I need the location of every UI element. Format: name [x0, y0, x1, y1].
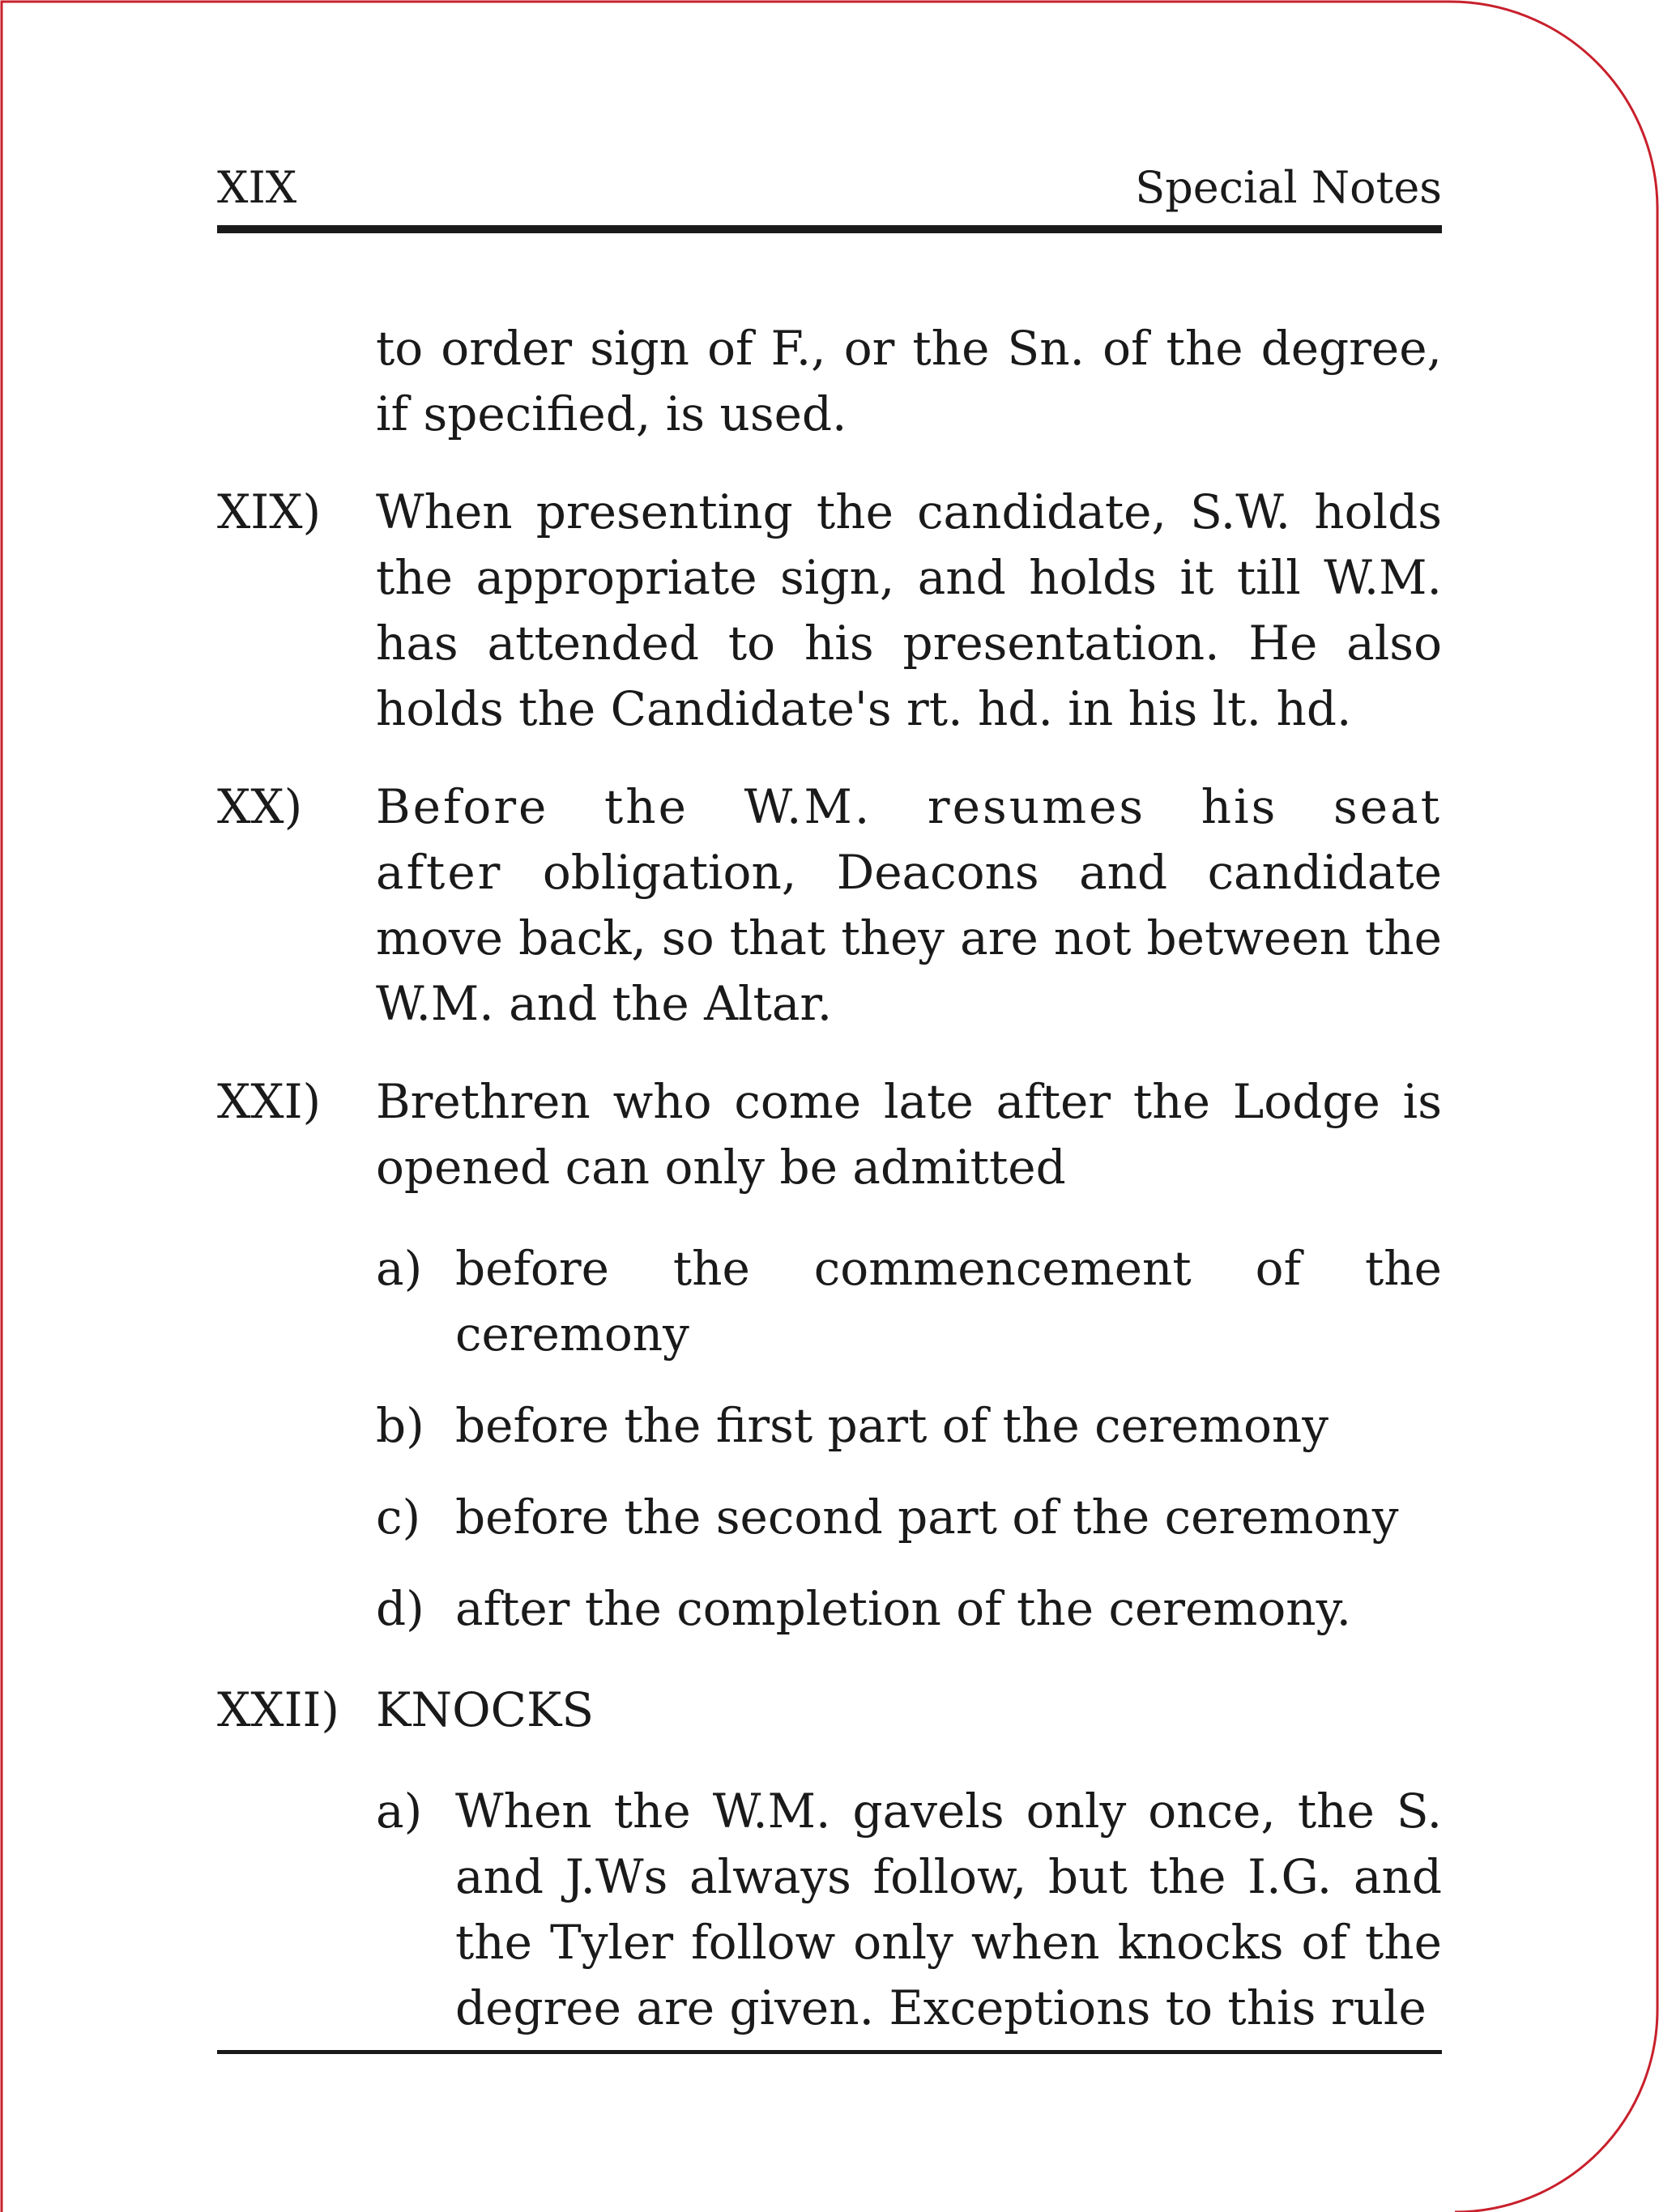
note-item	[217, 479, 1442, 742]
sub-item-text: after the completion of the ceremony.	[455, 1581, 1352, 1636]
sub-item-letter: c)	[376, 1490, 421, 1545]
note-item	[217, 1677, 1442, 1743]
sub-item	[376, 1779, 1442, 2041]
note-number: XX)	[217, 779, 303, 834]
section-title: Special Notes	[1135, 162, 1442, 213]
note-text: Brethren who come late after the Lodge is opened can only be admitted	[376, 1074, 1442, 1195]
sub-item-letter: a)	[376, 1784, 423, 1839]
sub-item	[376, 1236, 1442, 1367]
sub-item	[376, 1393, 1442, 1459]
sub-item-text: before the commencement of the ceremony	[455, 1241, 1442, 1362]
page-content	[217, 316, 1442, 2041]
sub-item-text: before the first part of the ceremony	[455, 1398, 1328, 1453]
sub-item-letter: b)	[376, 1398, 424, 1453]
note-heading: KNOCKS	[376, 1682, 595, 1737]
sub-item	[376, 1576, 1442, 1642]
note-item	[217, 1069, 1442, 1200]
note-number: XIX)	[217, 484, 322, 539]
note-number: XXI)	[217, 1074, 322, 1129]
sub-item-letter: a)	[376, 1241, 423, 1296]
note-text: When presenting the candidate, S.W. holds the appropriate sign, and holds it till W.M. has attended to his presentation. He also holds the Candidate's rt. hd. in his lt. hd.	[376, 484, 1442, 736]
note-number: XXII)	[217, 1682, 340, 1737]
sub-item-letter: d)	[376, 1581, 424, 1636]
footer-rule	[217, 2050, 1442, 2054]
note-text-rest: obligation, Deacons and candidate move back, so that they are not between the W.M. and the Altar.	[376, 845, 1442, 1031]
note-item	[217, 774, 1442, 1037]
continuation-paragraph: to order sign of F., or the Sn. of the degree, if specified, is used.	[376, 321, 1442, 441]
sub-item-text: When the W.M. gavels only once, the S. and J.Ws always follow, but the I.G. and the Tyler follow only when knocks of the degree are given. Exceptions to this rule	[455, 1784, 1442, 2035]
note-text	[376, 774, 1442, 1037]
sub-item	[376, 1485, 1442, 1550]
note-text-first-line: Before the W.M. resumes his seat after	[376, 779, 1442, 900]
sub-item-text: before the second part of the ceremony	[455, 1490, 1399, 1545]
header-rule	[217, 225, 1442, 233]
chapter-number: XIX	[217, 162, 297, 213]
